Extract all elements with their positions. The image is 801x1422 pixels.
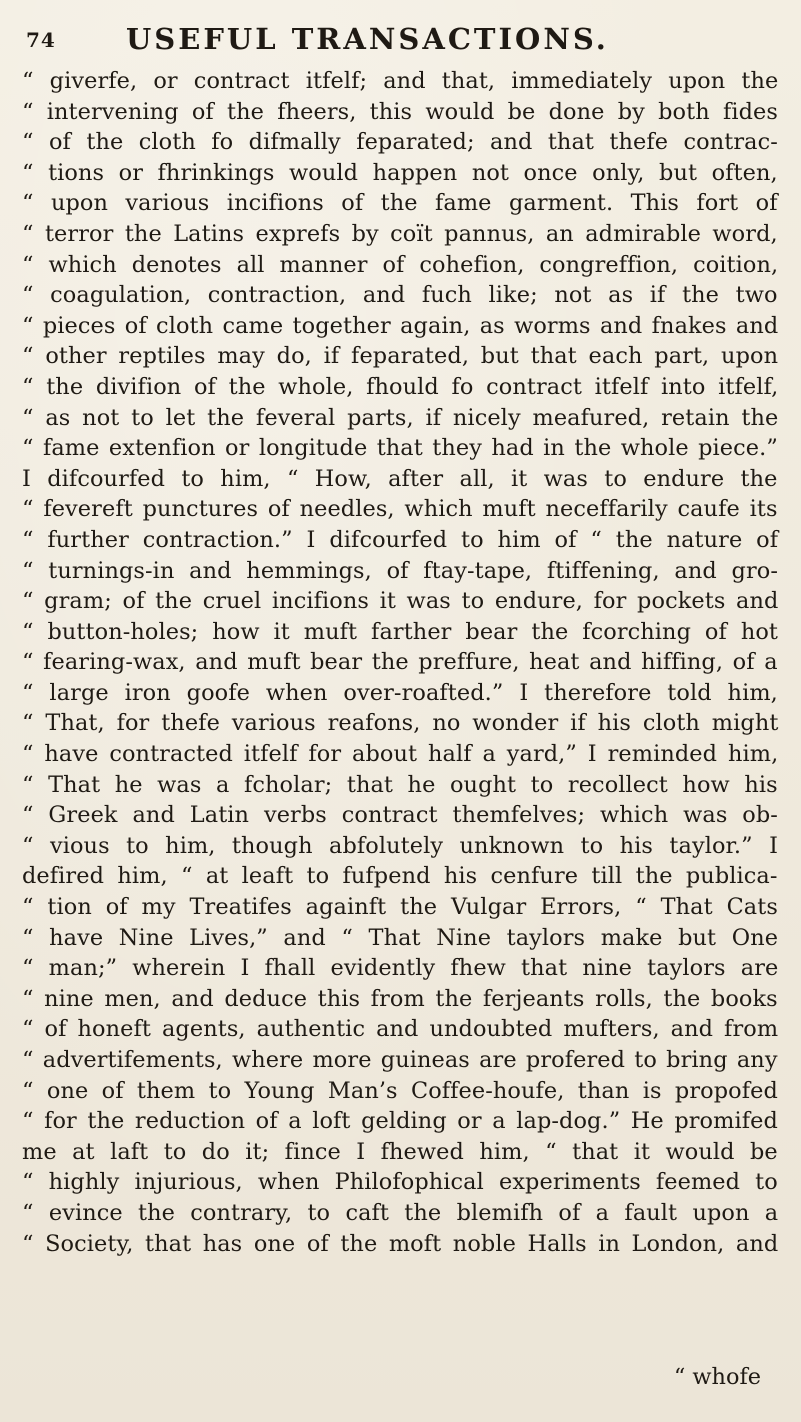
text-line: “ advertifements, where more guineas are profered to bring any bbox=[22, 1047, 778, 1073]
text-line: “ tion of my Treatifes againft the Vulgar Errors, “ That Cats bbox=[22, 894, 778, 921]
text-line: “ intervening of the fheers, this would be done by both fides bbox=[22, 98, 778, 125]
text-line: “ vious to him, though abfolutely unknown to his taylor.” I bbox=[22, 832, 779, 859]
text-line: “ of honeft agents, authentic and undoubted mufters, and from bbox=[22, 1016, 779, 1043]
text-line: “ giverfe, or contract itfelf; and that, immediately upon the bbox=[22, 68, 779, 94]
text-line: “ fearing-wax, and muft bear the preffure, heat and hiffing, of a bbox=[22, 649, 778, 676]
text-line: “ button-holes; how it muft farther bear the fcorching of hot bbox=[22, 618, 779, 645]
text-line: “ That, for thefe various reafons, no wonder if his cloth might bbox=[22, 710, 779, 737]
text-line: “ as not to let the feveral parts, if nicely meafured, retain the bbox=[22, 404, 779, 431]
text-line: “ of the cloth fo difmally feparated; and that thefe contrac- bbox=[22, 129, 778, 156]
text-line: “ terror the Latins exprefs by coït pannus, an admirable word, bbox=[22, 220, 778, 247]
text-line: “ evince the contrary, to caft the blemifh of a fault upon a bbox=[22, 1199, 779, 1226]
running-head: USEFUL TRANSACTIONS. bbox=[126, 22, 609, 56]
text-line: “ man;” wherein I fhall evidently fhew that nine taylors are bbox=[22, 955, 779, 982]
page-header bbox=[26, 22, 763, 62]
text-line: me at laft to do it; fince I fhewed him, “ that it would be bbox=[22, 1138, 778, 1165]
text-line: “ further contraction.” I difcourfed to him of “ the nature of bbox=[22, 526, 779, 553]
text-line: “ That he was a fcholar; that he ought to recollect how his bbox=[22, 771, 778, 798]
body-text bbox=[22, 66, 784, 1259]
page-number: 74 bbox=[26, 28, 56, 52]
text-line: I difcourfed to him, “ How, after all, it was to endure the bbox=[22, 465, 778, 492]
text-line: “ fevereft punctures of needles, which muft neceffarily caufe its bbox=[22, 496, 778, 523]
text-line: “ gram; of the cruel incifions it was to endure, for pockets and bbox=[22, 588, 779, 615]
text-line: “ other reptiles may do, if feparated, but that each part, upon bbox=[22, 343, 779, 370]
text-line: “ which denotes all manner of cohefion, congreffion, coition, bbox=[22, 251, 779, 278]
text-line: “ nine men, and deduce this from the ferjeants rolls, the books bbox=[22, 985, 778, 1012]
text-line: “ upon various incifions of the fame garment. This fort of bbox=[22, 190, 778, 217]
catchword: “ whofe bbox=[673, 1364, 761, 1390]
text-line: “ tions or fhrinkings would happen not once only, but often, bbox=[22, 159, 778, 186]
text-line: “ coagulation, contraction, and fuch like; not as if the two bbox=[22, 282, 778, 309]
text-line: “ fame extenfion or longitude that they had in the whole piece.” bbox=[22, 435, 778, 462]
text-line: “ have contracted itfelf for about half a yard,” I reminded him, bbox=[22, 741, 779, 768]
text-line: “ one of them to Young Man’s Coffee-houfe, than is propofed bbox=[22, 1077, 778, 1104]
text-line: “ Greek and Latin verbs contract themfelves; which was ob- bbox=[22, 802, 778, 829]
text-line: “ large iron goofe when over-roafted.” I therefore told him, bbox=[22, 679, 778, 706]
text-line: defired him, “ at leaft to fufpend his cenfure till the publica- bbox=[22, 863, 778, 890]
text-line: “ pieces of cloth came together again, as worms and fnakes and bbox=[22, 312, 779, 339]
text-line: “ Society, that has one of the moft noble Halls in London, and bbox=[22, 1230, 779, 1257]
text-line: “ turnings-in and hemmings, of ftay-tape, ftiffening, and gro- bbox=[22, 557, 779, 584]
text-line: “ highly injurious, when Philofophical experiments feemed to bbox=[22, 1169, 778, 1196]
text-line: “ for the reduction of a loft gelding or a lap-dog.” He promifed bbox=[22, 1108, 778, 1135]
text-line: “ have Nine Lives,” and “ That Nine taylors make but One bbox=[22, 924, 779, 951]
text-line: “ the divifion of the whole, fhould fo contract itfelf into itfelf, bbox=[22, 373, 779, 400]
